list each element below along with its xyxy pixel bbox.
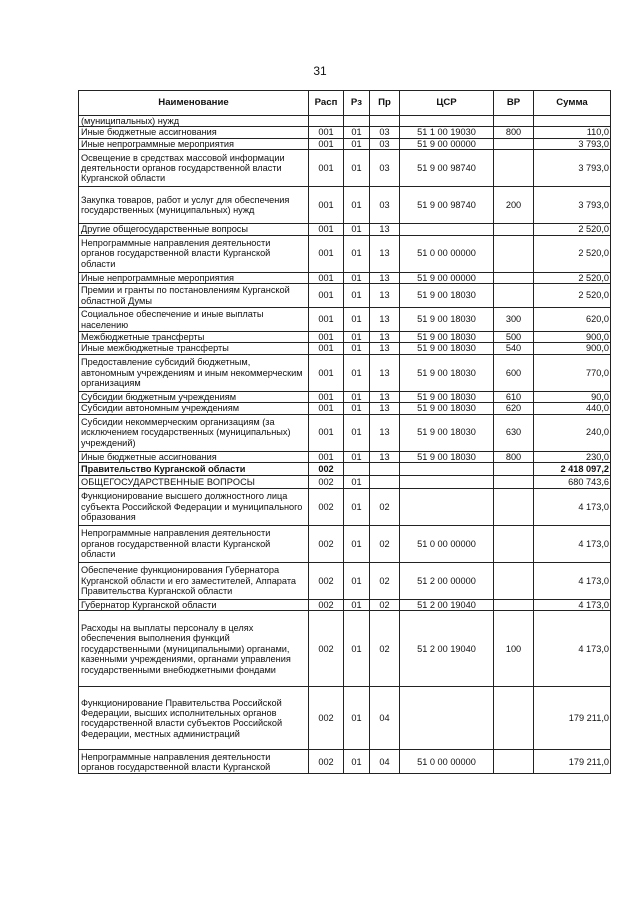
table-header-row	[79, 91, 611, 116]
cell-vr	[494, 600, 534, 611]
budget-table	[78, 90, 611, 774]
cell-name: Функционирование Правительства Российской Федерации, высших исполнительных органов государственной власти субъектов Российской Федерации, местных администраций	[79, 687, 309, 750]
cell-rz: 01	[344, 489, 370, 526]
cell-vr	[494, 284, 534, 308]
cell-rasp: 002	[309, 687, 344, 750]
cell-rasp: 001	[309, 224, 344, 235]
page-number: 31	[313, 64, 327, 78]
cell-rz: 01	[344, 354, 370, 391]
cell-csr	[400, 489, 494, 526]
cell-rz: 01	[344, 414, 370, 451]
cell-rz: 01	[344, 150, 370, 187]
table-row	[79, 600, 611, 611]
cell-pr: 13	[370, 391, 400, 402]
cell-rasp: 002	[309, 750, 344, 774]
cell-name: Освещение в средствах массовой информации деятельности органов государственной власти Курганской области	[79, 150, 309, 187]
cell-sum: 2 520,0	[534, 272, 611, 283]
table-body	[79, 116, 611, 774]
cell-csr: 51 0 00 00000	[400, 750, 494, 774]
cell-rz: 01	[344, 476, 370, 489]
cell-pr	[370, 463, 400, 476]
cell-rz: 01	[344, 600, 370, 611]
cell-name: (муниципальных) нужд	[79, 116, 309, 127]
cell-name: ОБЩЕГОСУДАРСТВЕННЫЕ ВОПРОСЫ	[79, 476, 309, 489]
cell-csr: 51 9 00 18030	[400, 354, 494, 391]
cell-rasp: 001	[309, 150, 344, 187]
cell-name: Субсидии некоммерческим организациям (за исключением государственных (муниципальных) учреждений)	[79, 414, 309, 451]
cell-rasp: 002	[309, 611, 344, 687]
table-row	[79, 414, 611, 451]
cell-csr: 51 0 00 00000	[400, 235, 494, 272]
table-row	[79, 391, 611, 402]
cell-pr: 04	[370, 687, 400, 750]
cell-sum: 4 173,0	[534, 563, 611, 600]
cell-rasp: 001	[309, 272, 344, 283]
cell-rasp: 001	[309, 403, 344, 414]
cell-pr: 02	[370, 600, 400, 611]
cell-csr: 51 9 00 18030	[400, 343, 494, 354]
cell-rasp: 002	[309, 526, 344, 563]
cell-name: Иные непрограммные мероприятия	[79, 138, 309, 149]
cell-rasp: 002	[309, 489, 344, 526]
cell-name: Премии и гранты по постановлениям Курганской областной Думы	[79, 284, 309, 308]
cell-name: Обеспечение функционирования Губернатора Курганской области и его заместителей, Аппарата Правительства Курганской области	[79, 563, 309, 600]
table-row	[79, 750, 611, 774]
cell-rz: 01	[344, 127, 370, 138]
cell-name: Иные бюджетные ассигнования	[79, 127, 309, 138]
cell-vr: 500	[494, 332, 534, 343]
table-row	[79, 687, 611, 750]
cell-sum: 3 793,0	[534, 138, 611, 149]
cell-name: Социальное обеспечение и иные выплаты населению	[79, 308, 309, 332]
cell-sum: 770,0	[534, 354, 611, 391]
cell-rz: 01	[344, 451, 370, 462]
cell-vr	[494, 463, 534, 476]
table-row	[79, 403, 611, 414]
cell-csr: 51 2 00 00000	[400, 563, 494, 600]
cell-vr	[494, 235, 534, 272]
cell-sum: 4 173,0	[534, 526, 611, 563]
cell-vr: 300	[494, 308, 534, 332]
cell-rasp: 001	[309, 354, 344, 391]
cell-csr: 51 9 00 98740	[400, 150, 494, 187]
table-row	[79, 187, 611, 224]
cell-rz: 01	[344, 308, 370, 332]
cell-rz: 01	[344, 235, 370, 272]
cell-name: Субсидии автономным учреждениям	[79, 403, 309, 414]
cell-vr: 620	[494, 403, 534, 414]
cell-vr	[494, 526, 534, 563]
cell-name: Непрограммные направления деятельности органов государственной власти Курганской области	[79, 526, 309, 563]
cell-vr	[494, 489, 534, 526]
header-rz: Рз	[344, 91, 370, 116]
cell-pr: 04	[370, 750, 400, 774]
cell-vr: 610	[494, 391, 534, 402]
cell-csr	[400, 463, 494, 476]
cell-rasp: 001	[309, 284, 344, 308]
cell-name: Непрограммные направления деятельности органов государственной власти Курганской области	[79, 235, 309, 272]
cell-pr: 13	[370, 414, 400, 451]
cell-csr: 51 9 00 18030	[400, 391, 494, 402]
cell-csr: 51 9 00 18030	[400, 332, 494, 343]
cell-vr: 100	[494, 611, 534, 687]
cell-name: Иные межбюджетные трансферты	[79, 343, 309, 354]
cell-rz: 01	[344, 343, 370, 354]
cell-csr: 51 9 00 18030	[400, 308, 494, 332]
cell-name: Расходы на выплаты персоналу в целях обеспечения выполнения функций государственными (муниципальными) органами, казенными учреждениями, органами управления государственными внебюджетными фондами	[79, 611, 309, 687]
cell-csr: 51 2 00 19040	[400, 611, 494, 687]
cell-rasp: 002	[309, 600, 344, 611]
cell-sum: 179 211,0	[534, 687, 611, 750]
cell-rz: 01	[344, 750, 370, 774]
cell-rz: 01	[344, 224, 370, 235]
cell-sum: 2 520,0	[534, 224, 611, 235]
cell-pr: 03	[370, 187, 400, 224]
cell-rasp	[309, 116, 344, 127]
table-row	[79, 224, 611, 235]
cell-rasp: 002	[309, 476, 344, 489]
cell-vr	[494, 750, 534, 774]
table-row	[79, 526, 611, 563]
cell-pr: 13	[370, 451, 400, 462]
cell-vr: 800	[494, 451, 534, 462]
header-pr: Пр	[370, 91, 400, 116]
table-row	[79, 451, 611, 462]
cell-rz: 01	[344, 187, 370, 224]
cell-name: Иные бюджетные ассигнования	[79, 451, 309, 462]
cell-rasp: 001	[309, 187, 344, 224]
cell-rz: 01	[344, 138, 370, 149]
cell-pr: 13	[370, 343, 400, 354]
cell-rz	[344, 463, 370, 476]
table-row	[79, 354, 611, 391]
cell-csr	[400, 224, 494, 235]
table-row	[79, 308, 611, 332]
cell-pr	[370, 476, 400, 489]
cell-vr	[494, 116, 534, 127]
cell-csr: 51 9 00 18030	[400, 414, 494, 451]
cell-pr: 02	[370, 526, 400, 563]
table-row	[79, 235, 611, 272]
cell-name: Иные непрограммные мероприятия	[79, 272, 309, 283]
table-row	[79, 463, 611, 476]
cell-name: Правительство Курганской области	[79, 463, 309, 476]
cell-rasp: 001	[309, 451, 344, 462]
cell-csr: 51 9 00 98740	[400, 187, 494, 224]
cell-rasp: 001	[309, 308, 344, 332]
cell-sum: 2 520,0	[534, 235, 611, 272]
cell-sum: 2 418 097,2	[534, 463, 611, 476]
cell-name: Другие общегосударственные вопросы	[79, 224, 309, 235]
cell-sum: 4 173,0	[534, 611, 611, 687]
table-row	[79, 127, 611, 138]
cell-sum: 2 520,0	[534, 284, 611, 308]
cell-pr: 02	[370, 611, 400, 687]
cell-vr: 540	[494, 343, 534, 354]
cell-rasp: 001	[309, 235, 344, 272]
cell-pr: 13	[370, 224, 400, 235]
cell-csr	[400, 476, 494, 489]
table-row	[79, 476, 611, 489]
cell-name: Предоставление субсидий бюджетным, автономным учреждениям и иным некоммерческим организациям	[79, 354, 309, 391]
table-row	[79, 563, 611, 600]
cell-rz: 01	[344, 332, 370, 343]
cell-pr: 02	[370, 563, 400, 600]
cell-csr: 51 0 00 00000	[400, 526, 494, 563]
cell-pr: 02	[370, 489, 400, 526]
cell-pr: 13	[370, 235, 400, 272]
table-row	[79, 272, 611, 283]
cell-vr: 600	[494, 354, 534, 391]
header-sum: Сумма	[534, 91, 611, 116]
cell-rasp: 002	[309, 463, 344, 476]
cell-csr	[400, 116, 494, 127]
cell-csr: 51 9 00 18030	[400, 451, 494, 462]
cell-sum: 110,0	[534, 127, 611, 138]
cell-csr: 51 2 00 19040	[400, 600, 494, 611]
cell-sum	[534, 116, 611, 127]
cell-sum: 4 173,0	[534, 600, 611, 611]
cell-rasp: 001	[309, 127, 344, 138]
header-name: Наименование	[79, 91, 309, 116]
cell-pr: 03	[370, 150, 400, 187]
cell-name: Субсидии бюджетным учреждениям	[79, 391, 309, 402]
cell-rz: 01	[344, 284, 370, 308]
cell-name: Функционирование высшего должностного лица субъекта Российской Федерации и муниципального образования	[79, 489, 309, 526]
header-vr: ВР	[494, 91, 534, 116]
cell-pr	[370, 116, 400, 127]
cell-pr: 13	[370, 272, 400, 283]
cell-pr: 13	[370, 284, 400, 308]
cell-vr	[494, 150, 534, 187]
cell-rz	[344, 116, 370, 127]
cell-vr: 800	[494, 127, 534, 138]
cell-csr: 51 9 00 18030	[400, 403, 494, 414]
table-row	[79, 489, 611, 526]
cell-rasp: 001	[309, 138, 344, 149]
cell-rasp: 001	[309, 332, 344, 343]
cell-sum: 4 173,0	[534, 489, 611, 526]
cell-sum: 90,0	[534, 391, 611, 402]
cell-sum: 3 793,0	[534, 187, 611, 224]
cell-vr	[494, 687, 534, 750]
cell-rz: 01	[344, 687, 370, 750]
cell-vr: 200	[494, 187, 534, 224]
cell-name: Непрограммные направления деятельности органов государственной власти Курганской	[79, 750, 309, 774]
cell-sum: 440,0	[534, 403, 611, 414]
cell-csr: 51 9 00 18030	[400, 284, 494, 308]
cell-sum: 3 793,0	[534, 150, 611, 187]
cell-sum: 620,0	[534, 308, 611, 332]
cell-sum: 179 211,0	[534, 750, 611, 774]
cell-rasp: 001	[309, 414, 344, 451]
cell-rasp: 001	[309, 343, 344, 354]
cell-sum: 680 743,6	[534, 476, 611, 489]
cell-sum: 230,0	[534, 451, 611, 462]
cell-vr	[494, 224, 534, 235]
cell-name: Закупка товаров, работ и услуг для обеспечения государственных (муниципальных) нужд	[79, 187, 309, 224]
cell-rz: 01	[344, 272, 370, 283]
cell-csr: 51 1 00 19030	[400, 127, 494, 138]
cell-pr: 03	[370, 138, 400, 149]
cell-rasp: 001	[309, 391, 344, 402]
cell-sum: 900,0	[534, 343, 611, 354]
table-row	[79, 343, 611, 354]
cell-pr: 13	[370, 308, 400, 332]
cell-pr: 13	[370, 332, 400, 343]
cell-vr	[494, 138, 534, 149]
cell-name: Межбюджетные трансферты	[79, 332, 309, 343]
cell-pr: 13	[370, 354, 400, 391]
table-row	[79, 611, 611, 687]
cell-csr: 51 9 00 00000	[400, 138, 494, 149]
cell-csr	[400, 687, 494, 750]
table-row	[79, 284, 611, 308]
cell-vr	[494, 476, 534, 489]
cell-vr	[494, 272, 534, 283]
cell-rz: 01	[344, 611, 370, 687]
cell-rz: 01	[344, 526, 370, 563]
table-row	[79, 332, 611, 343]
cell-csr: 51 9 00 00000	[400, 272, 494, 283]
cell-vr	[494, 563, 534, 600]
cell-sum: 900,0	[534, 332, 611, 343]
cell-sum: 240,0	[534, 414, 611, 451]
header-csr: ЦСР	[400, 91, 494, 116]
table-row	[79, 138, 611, 149]
cell-vr: 630	[494, 414, 534, 451]
cell-rasp: 002	[309, 563, 344, 600]
header-rasp: Расп	[309, 91, 344, 116]
cell-pr: 13	[370, 403, 400, 414]
cell-pr: 03	[370, 127, 400, 138]
cell-rz: 01	[344, 403, 370, 414]
table-row	[79, 150, 611, 187]
cell-rz: 01	[344, 563, 370, 600]
cell-rz: 01	[344, 391, 370, 402]
cell-name: Губернатор Курганской области	[79, 600, 309, 611]
table-row	[79, 116, 611, 127]
